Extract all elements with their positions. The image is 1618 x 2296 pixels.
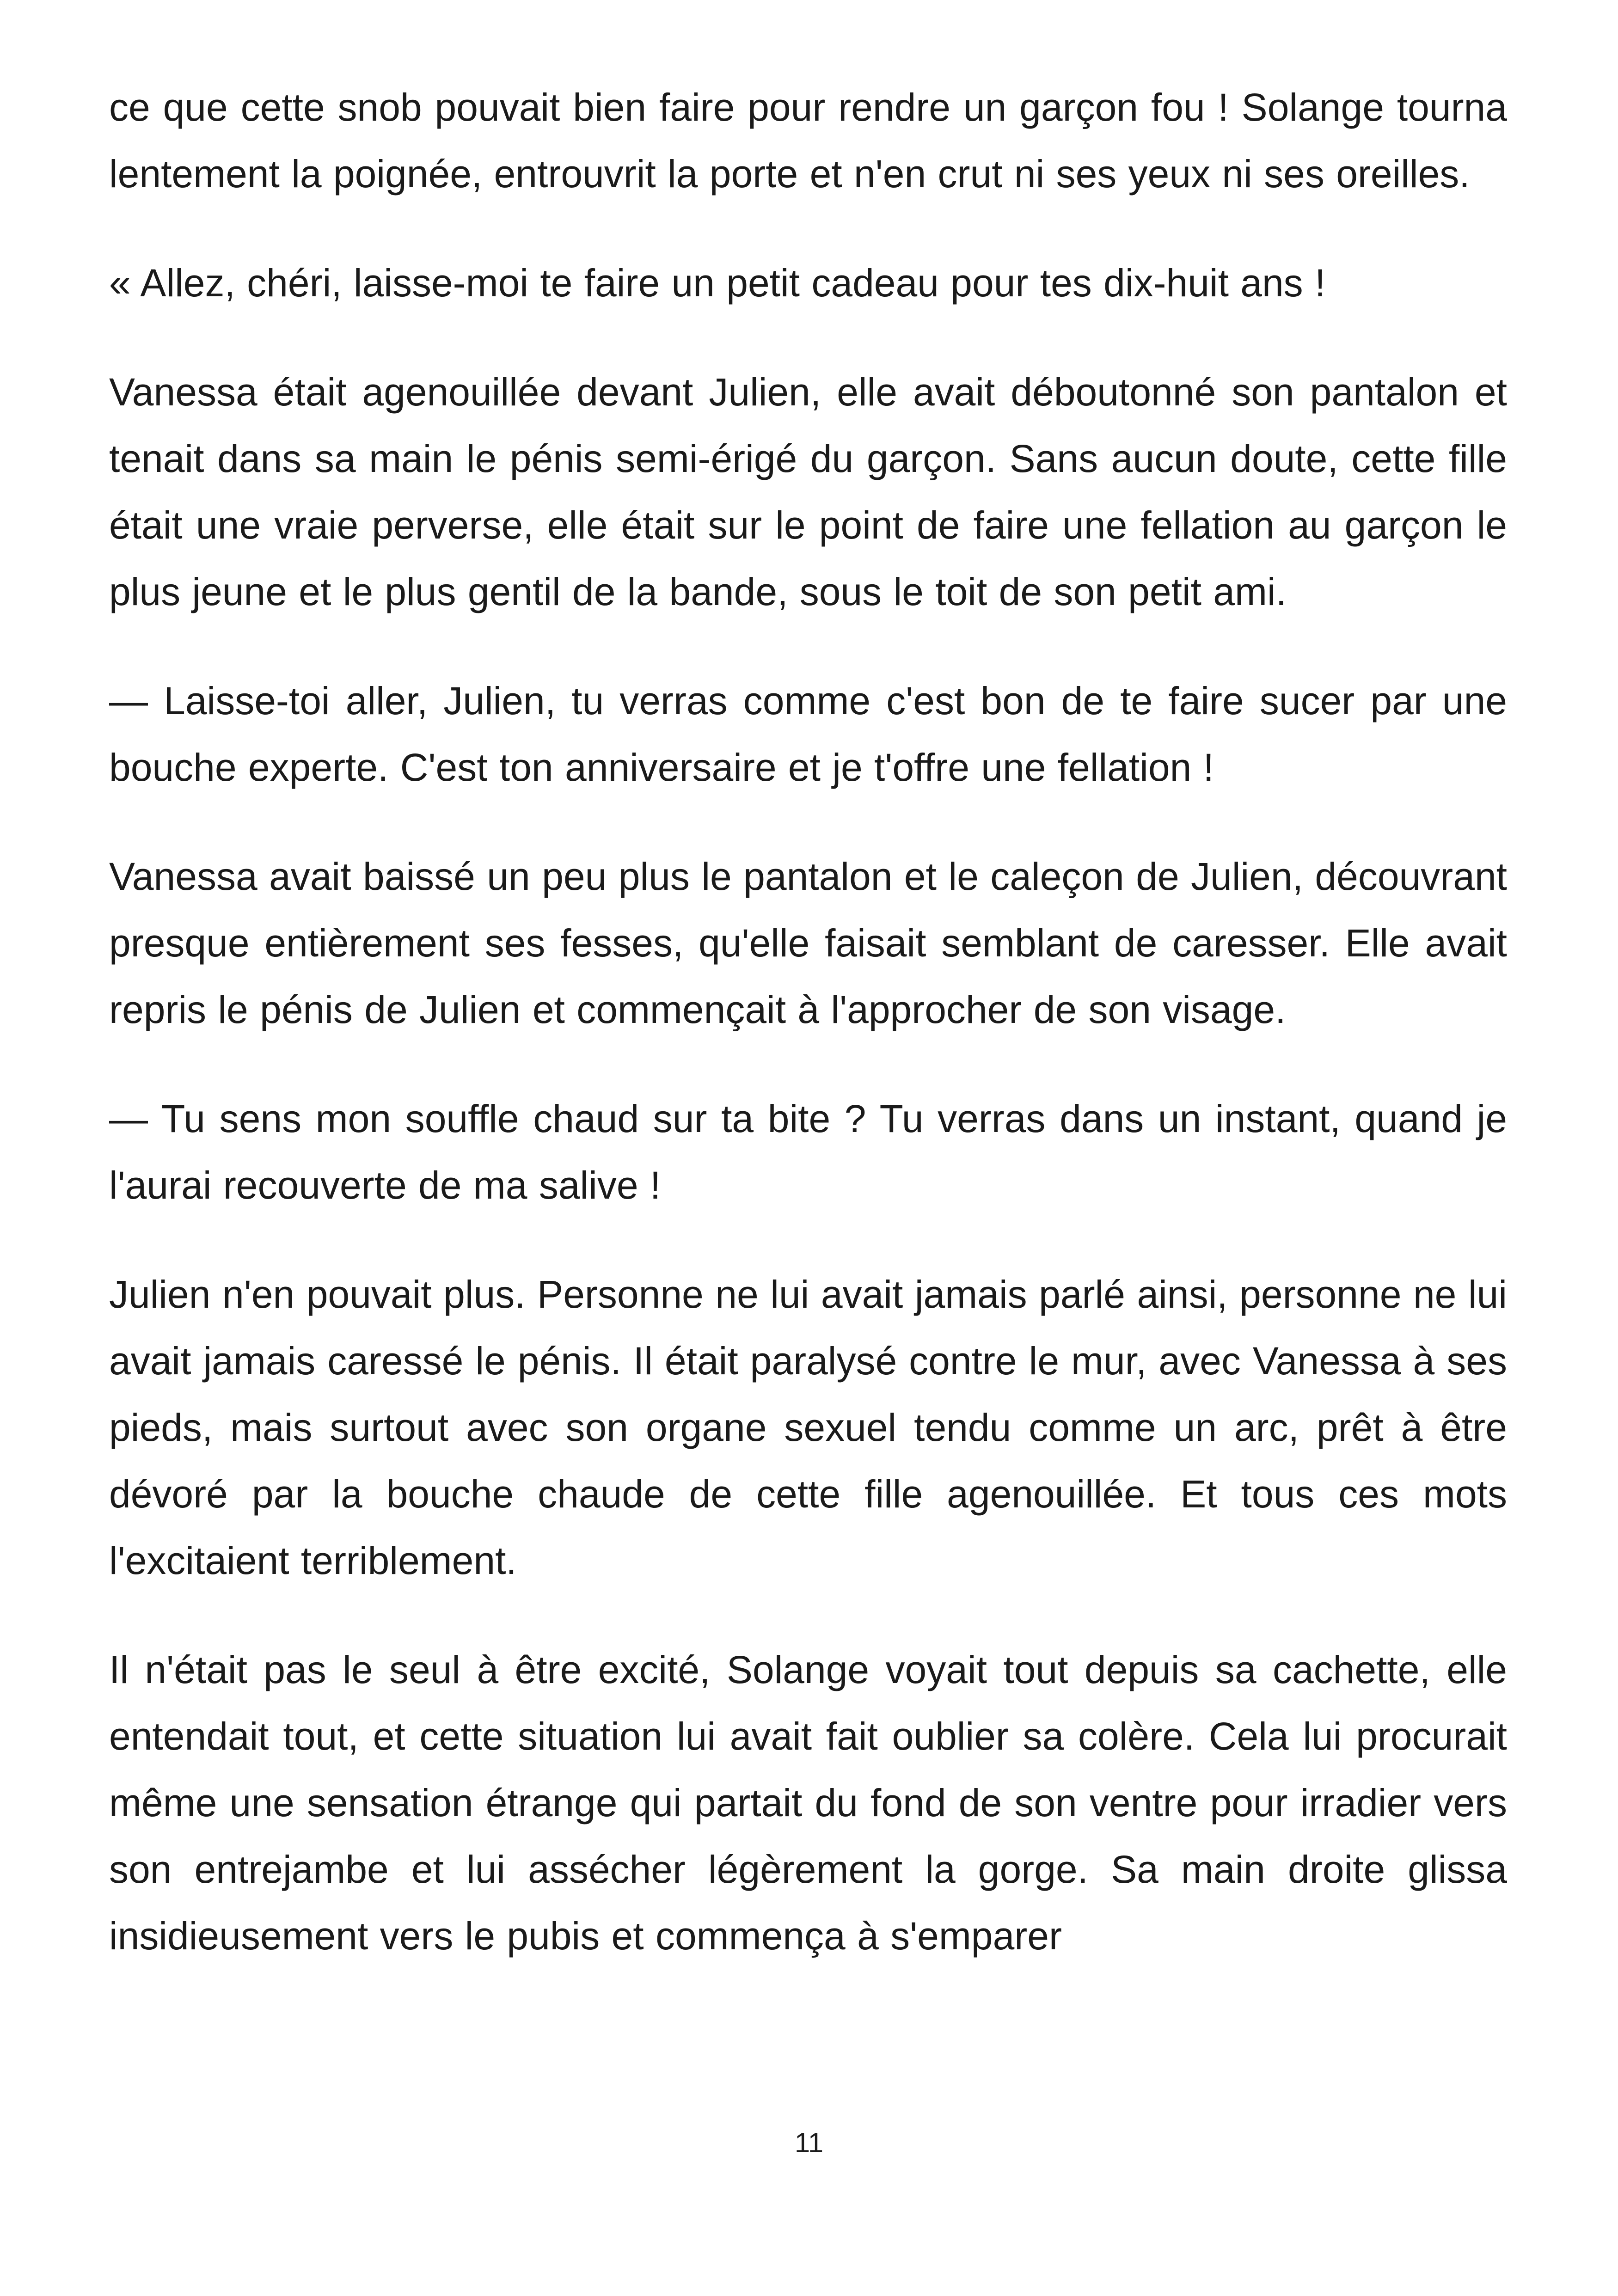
paragraph: Il n'était pas le seul à être excité, Solange voyait tout depuis sa cachette, elle entendait tout, et cette situation lui avait fait oublier sa colère. Cela lui procurait même une sensation étrange qui partait du fond de son ventre pour irradier vers son entrejambe et lui assécher légèrement la gorge. Sa main droite glissa insidieusement vers le pubis et commença à s'emparer [109, 1648, 1507, 1958]
body-text [109, 74, 1507, 2012]
paragraph: Vanessa était agenouillée devant Julien, elle avait déboutonné son pantalon et tenait dans sa main le pénis semi-érigé du garçon. Sans aucun doute, cette fille était une vraie perverse, elle était sur le point de faire une fellation au garçon le plus jeune et le plus gentil de la bande, sous le toit de son petit ami. [109, 370, 1507, 613]
page-number: 11 [794, 2127, 824, 2158]
paragraph: Vanessa avait baissé un peu plus le pantalon et le caleçon de Julien, découvrant presque entièrement ses fesses, qu'elle faisait semblant de caresser. Elle avait repris le pénis de Julien et commençait à l'approcher de son visage. [109, 855, 1507, 1031]
paragraph: ce que cette snob pouvait bien faire pour rendre un garçon fou ! Solange tourna lentement la poignée, entrouvrit la porte et n'en crut ni ses yeux ni ses oreilles. [109, 86, 1507, 196]
paragraph: — Tu sens mon souffle chaud sur ta bite ? Tu verras dans un instant, quand je l'aurai recouverte de ma salive ! [109, 1097, 1507, 1207]
paragraph: « Allez, chéri, laisse-moi te faire un petit cadeau pour tes dix-huit ans ! [109, 261, 1326, 305]
paragraph: Julien n'en pouvait plus. Personne ne lui avait jamais parlé ainsi, personne ne lui avait jamais caressé le pénis. Il était paralysé contre le mur, avec Vanessa à ses pieds, mais surtout avec son organe sexuel tendu comme un arc, prêt à être dévoré par la bouche chaude de cette fille agenouillée. Et tous ces mots l'excitaient terriblement. [109, 1273, 1507, 1582]
paragraph: — Laisse-toi aller, Julien, tu verras comme c'est bon de te faire sucer par une bouche experte. C'est ton anniversaire et je t'offre une fellation ! [109, 679, 1507, 789]
